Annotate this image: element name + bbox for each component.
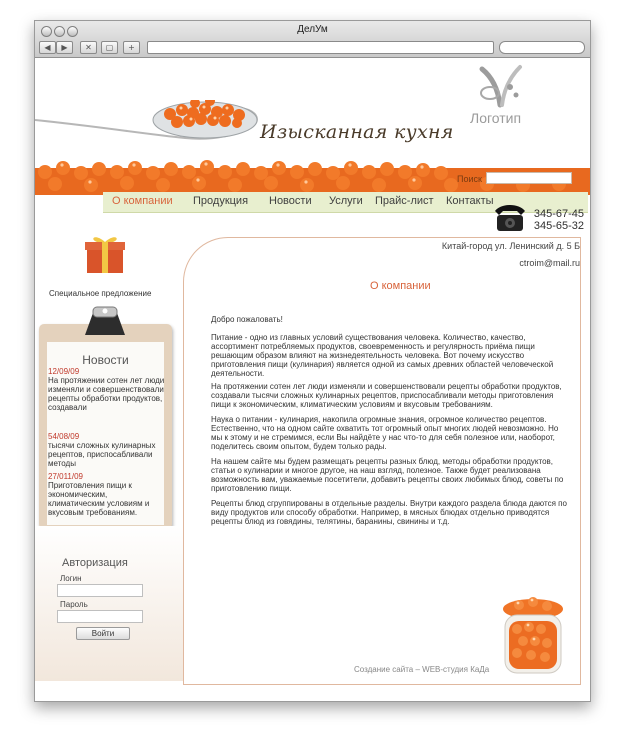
content-paragraph: Рецепты блюд сгруппированы в отдельные разделы. Внутри каждого раздела блюда даются по виду продуктов или способу обработки. Например, в мясных блюдах отдельно приводятся рецепты блюд из говядины, телятины, баранины, свинины и т.д. bbox=[211, 499, 567, 526]
stop-icon[interactable]: ✕ bbox=[80, 41, 97, 54]
browser-search-box[interactable] bbox=[499, 41, 585, 54]
news-text: тысячи сложных кулинарных рецептов, приспосабливали методы bbox=[48, 441, 156, 468]
phone-numbers bbox=[529, 208, 584, 232]
footer-credits-link[interactable]: Создание сайта – WEB-студия КаДа bbox=[354, 665, 490, 674]
search-label: Поиск bbox=[457, 174, 482, 184]
site-header bbox=[35, 58, 590, 193]
address-text: Китай-город ул. Ленинский д. 5 Б bbox=[441, 241, 580, 251]
address-bar[interactable] bbox=[147, 41, 494, 54]
page-title: О компании bbox=[370, 280, 431, 292]
logo-text[interactable]: Логотип bbox=[470, 110, 522, 126]
email-link[interactable]: ctroim@mail.ru bbox=[519, 258, 580, 268]
nav-item-news[interactable]: Новости bbox=[269, 195, 312, 207]
nav-item-pricelist[interactable]: Прайс-лист bbox=[375, 195, 434, 207]
content-paragraph: На протяжении сотен лет люди изменяли и совершенствовали рецепты обработки продуктов, создавали тысячи сложных кулинарных рецептов, приспосабливали методы приготовления пищи к экономическим, климатическим условиям и вкусовым требованиям. bbox=[211, 382, 562, 409]
forward-icon[interactable]: ▶ bbox=[56, 41, 73, 54]
nav-item-services[interactable]: Услуги bbox=[329, 195, 363, 207]
news-text: Приготовления пищи к экономическим, климатическим условиям и вкусовым требованиям. bbox=[48, 481, 150, 517]
login-field[interactable] bbox=[57, 584, 143, 597]
news-text: На протяжении сотен лет люди изменяли и совершенствовали рецепты обработки продуктов, создавали bbox=[48, 376, 165, 412]
gift-icon[interactable] bbox=[83, 233, 127, 275]
nav-item-products[interactable]: Продукция bbox=[193, 195, 249, 207]
news-item[interactable] bbox=[48, 432, 166, 468]
login-label: Логин bbox=[60, 574, 82, 583]
browser-titlebar bbox=[35, 21, 590, 58]
news-date: 12/09/09 bbox=[48, 367, 80, 376]
bookmark-icon[interactable]: ▢ bbox=[101, 41, 118, 54]
special-offer-link[interactable]: Специальное предложение bbox=[49, 289, 152, 298]
phone-number-2: 345-65-32 bbox=[533, 220, 584, 232]
login-button[interactable]: Войти bbox=[76, 627, 130, 640]
window-title: ДелУм bbox=[297, 24, 328, 35]
content-paragraph: На нашем сайте мы будем размещать рецепты разных блюд, методы обработки продуктов, статьи о кулинарии и многое другое, на наш взгляд, полезное. Также будет реализована возможность вам, уважаемые посетители, добавить рецепты своих любимых блюд, советы по приготовлению пищи. bbox=[211, 457, 564, 493]
content-paragraph: Наука о питании - кулинария, накопила огромные знания, огромное количество рецептов. Естественно, что на одном сайте охватить тот огромный опыт многих людей невозможно. Но мы к этому и не стремимся, если Вы найдёте у нас что-то для себя полезное или, наоборот, поделитесь своим опытом, будем только рады. bbox=[211, 415, 559, 451]
password-field[interactable] bbox=[57, 610, 143, 623]
greeting-text: Добро пожаловать! bbox=[211, 315, 283, 324]
browser-window bbox=[34, 20, 591, 702]
password-label: Пароль bbox=[60, 600, 88, 609]
new-tab-icon[interactable]: + bbox=[123, 41, 140, 54]
news-date: 27/011/09 bbox=[48, 472, 83, 481]
content-paragraph: Питание - одно из главных условий существования человека. Количество, качество, ассортимент потребляемых продуктов, своевременность и регулярность приёма пищи решающим образом влияют на жизнедеятельность человека. Вот почему искусство приготовления пищи (кулинария) является одной из самых древних областей человеческой деятельности. bbox=[211, 333, 554, 378]
news-date: 54/08/09 bbox=[48, 432, 80, 441]
nav-item-about[interactable]: О компании bbox=[112, 195, 173, 207]
news-item[interactable] bbox=[48, 472, 166, 517]
site-slogan: Изысканная кухня bbox=[260, 121, 454, 143]
nav-item-contacts[interactable]: Контакты bbox=[446, 195, 494, 207]
paper-clip-icon bbox=[79, 305, 131, 337]
caviar-jar-image bbox=[497, 597, 569, 679]
auth-panel bbox=[35, 526, 185, 681]
phone-number-1: 345-67-45 bbox=[533, 208, 584, 220]
news-item[interactable] bbox=[48, 367, 166, 412]
logo-icon[interactable] bbox=[474, 63, 529, 111]
auth-title: Авторизация bbox=[62, 557, 128, 569]
phone-icon bbox=[493, 201, 527, 233]
caviar-spoon-icon bbox=[35, 100, 270, 160]
news-title: Новости bbox=[82, 353, 129, 367]
back-icon[interactable]: ◀ bbox=[39, 41, 56, 54]
search-input[interactable] bbox=[486, 172, 572, 184]
